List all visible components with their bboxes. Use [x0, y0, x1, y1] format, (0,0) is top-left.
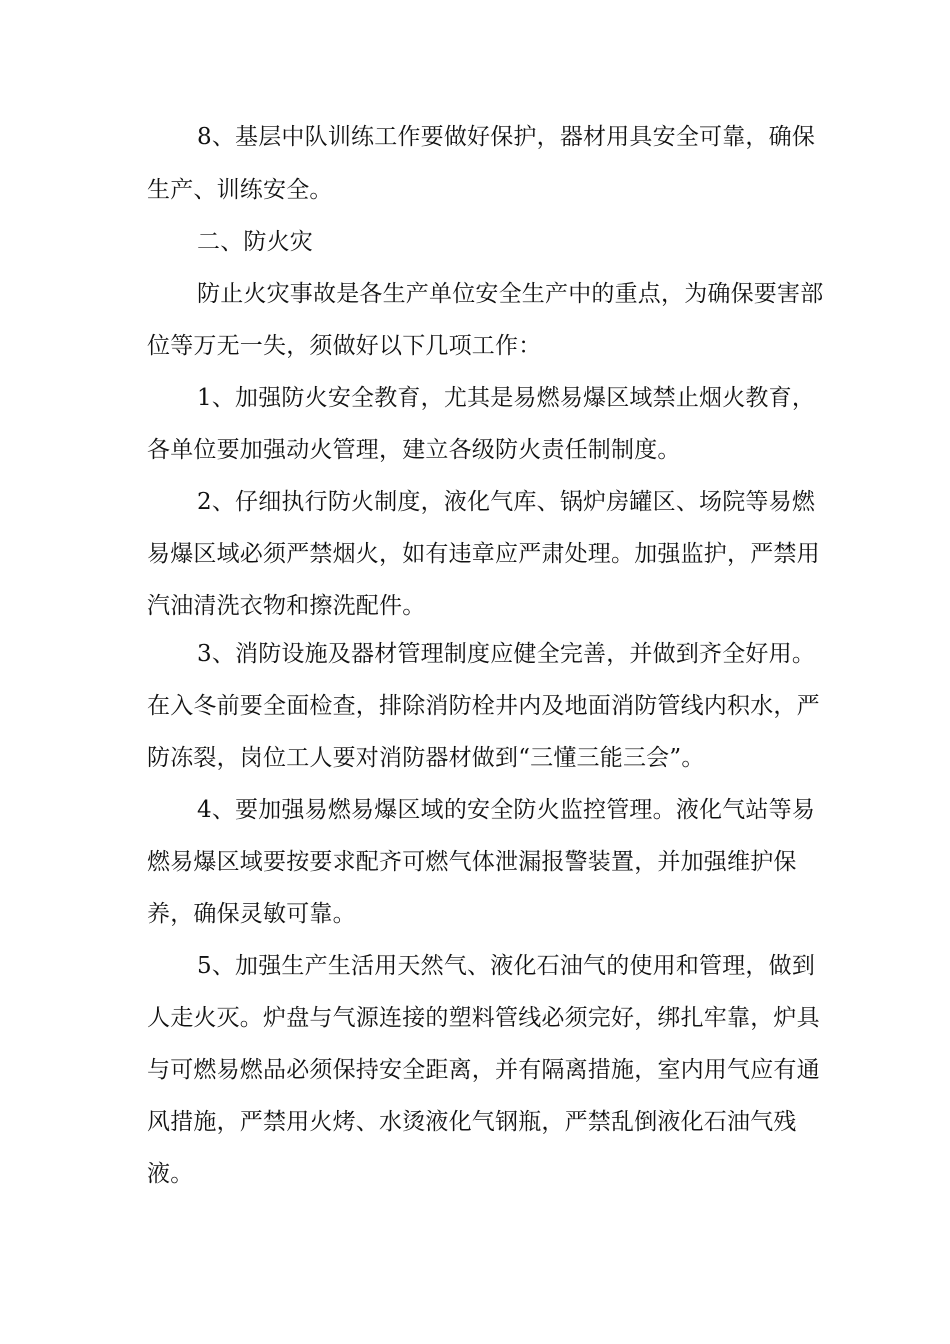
text-line: 1、加强防火安全教育，尤其是易燃易爆区域禁止烟火教育，	[197, 385, 816, 411]
text-line: 3、消防设施及器材管理制度应健全完善，并做到齐全好用。	[197, 641, 816, 667]
text-line: 2、仔细执行防火制度，液化气库、锅炉房罐区、场院等易燃	[197, 489, 816, 515]
text-line: 汽油清洗衣物和擦洗配件。	[147, 593, 426, 619]
text-line: 生产、训练安全。	[147, 177, 333, 203]
text-line: 燃易爆区域要按要求配齐可燃气体泄漏报警装置，并加强维护保	[147, 849, 797, 875]
section-heading: 二、防火灾	[197, 229, 313, 255]
text-line: 位等万无一失，须做好以下几项工作：	[147, 333, 542, 359]
text-line: 在入冬前要全面检查，排除消防栓井内及地面消防管线内积水，严	[147, 693, 820, 719]
text-line: 养，确保灵敏可靠。	[147, 901, 356, 927]
text-line: 防止火灾事故是各生产单位安全生产中的重点，为确保要害部	[197, 281, 824, 307]
text-line: 防冻裂，岗位工人要对消防器材做到“三懂三能三会”。	[147, 745, 705, 771]
text-line: 易爆区域必须严禁烟火，如有违章应严肃处理。加强监护，严禁用	[147, 541, 820, 567]
text-line: 8、基层中队训练工作要做好保护，器材用具安全可靠，确保	[197, 124, 816, 150]
text-line: 风措施，严禁用火烤、水烫液化气钢瓶，严禁乱倒液化石油气残	[147, 1109, 797, 1135]
text-line: 4、要加强易燃易爆区域的安全防火监控管理。液化气站等易	[197, 797, 816, 823]
text-line: 各单位要加强动火管理，建立各级防火责任制制度。	[147, 437, 681, 463]
text-line: 人走火灭。炉盘与气源连接的塑料管线必须完好，绑扎牢靠，炉具	[147, 1005, 820, 1031]
text-line: 5、加强生产生活用天然气、液化石油气的使用和管理，做到	[197, 953, 816, 979]
text-line: 液。	[147, 1161, 194, 1187]
text-line: 与可燃易燃品必须保持安全距离，并有隔离措施，室内用气应有通	[147, 1057, 820, 1083]
